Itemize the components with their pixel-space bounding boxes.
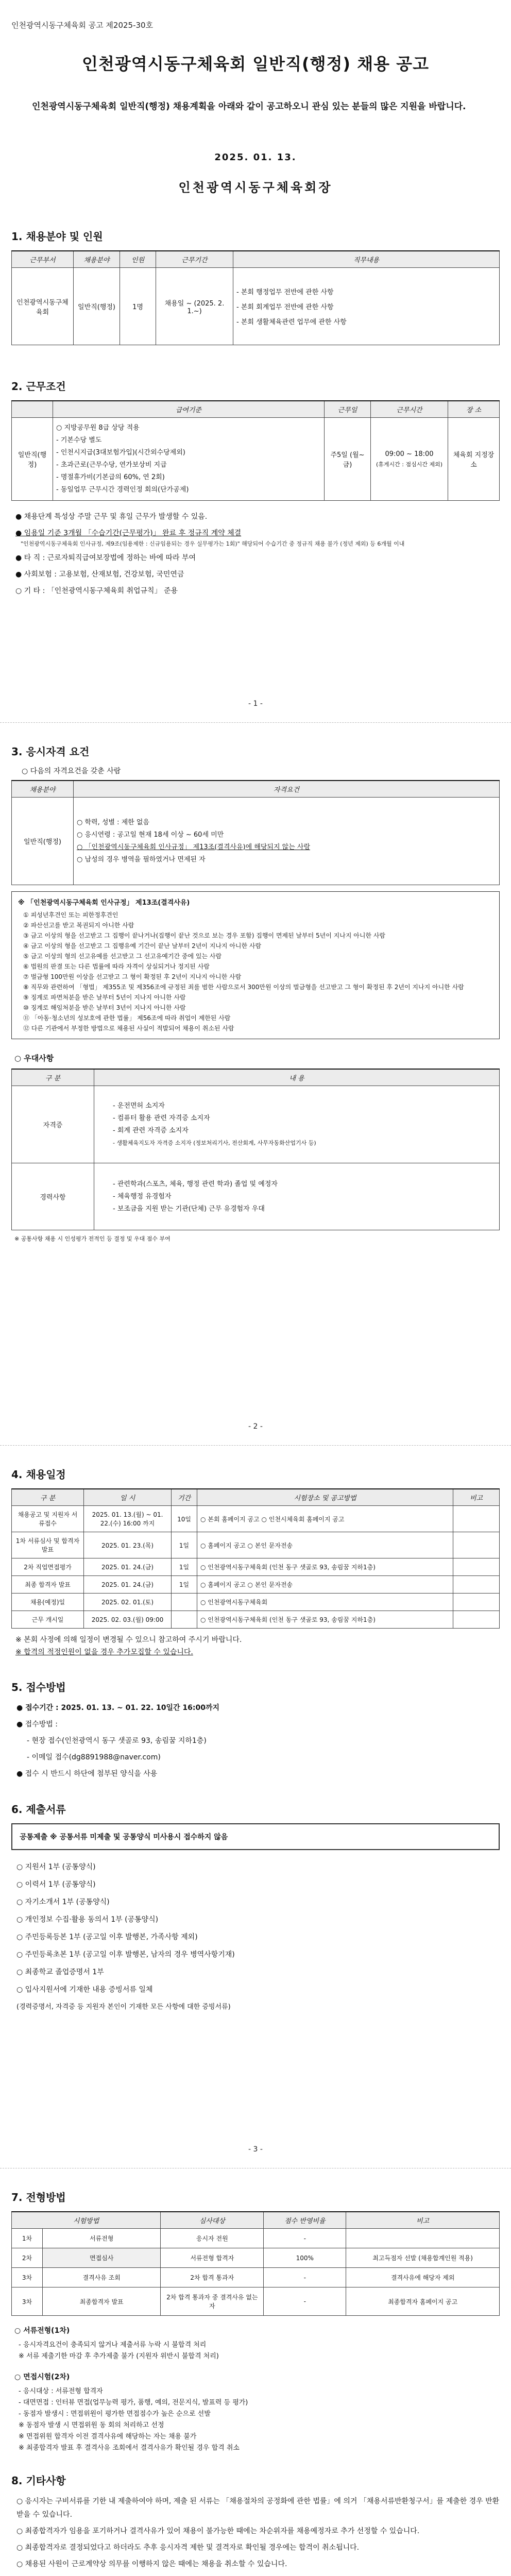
list-item: ※ 면접위원 합격자 이전 결격사유에 해당하는 자는 채용 불가	[19, 2433, 197, 2441]
list-item: ○ 주민등록등본 1부 (공고일 이후 발행본, 가족사항 제외)	[16, 1933, 198, 1941]
table-cell: 체육회 지정장소	[448, 418, 500, 501]
table-header: 급여기준	[53, 401, 325, 418]
list-item: ○ 자기소개서 1부 (공통양식)	[16, 1898, 110, 1906]
documents-notice-box: 공통제출 ※ 공통서류 미제출 및 공통양식 미사용시 접수하지 않음	[11, 1823, 500, 1850]
table-cell: 서류전형	[43, 2229, 161, 2248]
table-cell: 면접심사	[43, 2248, 161, 2268]
table-cell: 주5일 (월~금)	[325, 418, 371, 501]
list-item: (경력증명서, 자격증 등 지원자 본인이 기재한 모든 사항에 대한 증빙서류)	[16, 2003, 231, 2011]
list-item: ○ 최종학교 졸업증명서 1부	[16, 1968, 104, 1976]
list-item: - 초과근로(근무수당, 연가보상비 지급	[56, 461, 167, 469]
table-cell: 최종합격자 발표	[43, 2287, 161, 2316]
table-cell: 근무 개시일	[12, 1611, 84, 1629]
table-cell: ○ 인천광역시동구체육회 (인천 동구 샛골로 93, 송림꿈 지하1층)	[197, 1611, 453, 1629]
table-row	[12, 1576, 500, 1594]
documents-list	[11, 1858, 500, 2016]
list-item: - 보조금을 지원 받는 기관(단체) 근무 유경험자 우대	[113, 1205, 265, 1213]
table-cell: ○ 인천광역시동구체육회	[197, 1594, 453, 1611]
page-number: - 2 -	[248, 1422, 263, 1431]
qualifications-table	[11, 780, 500, 885]
table-row	[12, 2268, 500, 2287]
table-cell: 2025. 02. 03.(월) 09:00	[84, 1611, 172, 1629]
table-cell: ○ 홈페이지 공고 ○ 본인 문자전송	[197, 1532, 453, 1558]
list-item: ④ 금고 이상의 형을 선고받고 그 집행유예 기간이 끝난 날부터 2년이 지나지 아니한 사람	[23, 942, 262, 950]
application-list	[11, 1701, 500, 1781]
table-cell: 일반직(행정)	[12, 798, 74, 885]
list-item: ※ 최종합격자 발표 후 결격사유 조회에서 결격사유가 확인될 경우 합격 취소	[19, 2444, 240, 2452]
misc-list	[11, 2495, 500, 2576]
qualifications-intro: ○ 다음의 자격요건을 갖춘 사람	[22, 767, 121, 775]
table-cell: 2025. 01. 13.(월) ~ 01. 22.(수) 16:00 까지	[84, 1506, 172, 1532]
table-header: 점수 반영비율	[264, 2212, 346, 2229]
organization-name: 인천광역시동구체육회장	[178, 180, 333, 195]
table-row	[12, 2287, 500, 2316]
list-item: - 생활체육지도자 자격증 소지자 (정보처리기사, 전산회계, 사무자동화산업기사 등)	[113, 1139, 316, 1146]
table-cell	[346, 2229, 500, 2248]
note-item: ● 타 직 : 근로자퇴직급여보장법에 정하는 바에 따라 부여	[15, 554, 196, 562]
conditions-table	[11, 400, 500, 501]
page-2	[0, 723, 511, 1446]
list-item: ⑥ 법원의 판결 또는 다른 법률에 따라 자격이 상실되거나 정지된 사람	[23, 963, 210, 970]
list-item: ※ 동점자 발생 시 면접위원 동 회의 처리하고 선정	[19, 2421, 164, 2429]
section-title-conditions: 2. 근무조건	[11, 380, 66, 393]
list-item: ⑧ 직무와 관련하여 「형법」 제355조 및 제356조에 규정된 죄를 범한 사람으로서 300만원 이상의 벌금형을 선고받고 그 형이 확정된 후 2년이 지나지 아니한 사람	[23, 984, 464, 991]
table-cell: -	[264, 2268, 346, 2287]
list-item: - 동점자 발생시 : 면접위원이 평가한 면접점수가 높은 순으로 선발	[19, 2410, 211, 2418]
table-cell	[453, 1576, 500, 1594]
table-header: 근무부서	[12, 251, 74, 268]
table-cell: 인천광역시동구체육회	[12, 268, 74, 345]
list-item: - 본회 회계업무 전반에 관한 사항	[236, 303, 334, 311]
table-row	[12, 2229, 500, 2248]
list-item: - 이메일 접수(dg8891988@naver.com)	[27, 1753, 161, 1761]
pay-cell	[53, 418, 325, 501]
table-cell: 일반직(행정)	[12, 418, 53, 501]
list-item: ⑪ 「아동·청소년의 성보호에 관한 법률」 제56조에 따라 취업이 제한된 사람	[23, 1014, 231, 1022]
list-item: - 응시자격요건이 충족되지 않거나 제출서류 누락 시 불합격 처리	[19, 2341, 207, 2349]
list-item: - 운전면허 소지자	[113, 1101, 165, 1110]
table-header: 자격요건	[74, 781, 500, 798]
table-header: 내 용	[94, 1069, 500, 1086]
list-item: ⑨ 징계로 파면처분을 받은 날부터 5년이 지나지 아니한 사람	[23, 994, 186, 1001]
table-cell: 응시자 전원	[161, 2229, 264, 2248]
table-cell: -	[264, 2287, 346, 2316]
list-item: ○ 응시자는 구비서류를 기한 내 제출하여야 하며, 제출 된 서류는 「채용절차의 공정화에 관한 법률」에 의거 「채용서류반환청구서」를 제출한 경우 반환 받을 수 있습니다.	[16, 2497, 500, 2519]
table-header: 직무내용	[233, 251, 500, 268]
section-title-schedule: 4. 채용일정	[11, 1468, 66, 1481]
preferences-title: ○ 우대사항	[14, 1054, 54, 1063]
conditions-notes	[11, 510, 500, 598]
table-cell: 최종합격자 홈페이지 공고	[346, 2287, 500, 2316]
table-header: 비고	[453, 1489, 500, 1506]
table-header	[12, 401, 53, 418]
table-cell: 1일	[172, 1558, 197, 1576]
list-item: ○ 최종합격자가 임용을 포기하거나 결격사유가 있어 채용이 불가능한 때에는 차순위자를 채용예정자로 추가 선정할 수 있습니다.	[16, 2527, 420, 2535]
disqualification-title: ※ 「인천광역시동구체육회 인사규정」 제13조(결격사유)	[18, 899, 190, 907]
list-item: ○ 학력, 성별 : 제한 없음	[77, 818, 149, 826]
table-header: 채용분야	[74, 251, 120, 268]
table-cell: 1일	[172, 1576, 197, 1594]
table-cell: 결격사유 조회	[43, 2268, 161, 2287]
table-header: 구 분	[12, 1069, 94, 1086]
document-screening-title: ○ 서류전형(1차)	[14, 2327, 70, 2335]
note-item: ○ 기 타 : 「인천광역시동구체육회 취업규칙」 준용	[15, 587, 178, 595]
page-title: 인천광역시동구체육회 일반직(행정) 채용 공고	[81, 54, 429, 74]
section-title-recruitment: 1. 채용분야 및 인원	[11, 230, 103, 243]
table-header: 비고	[346, 2212, 500, 2229]
table-cell: ○ 인천광역시동구체육회 (인천 동구 샛골로 93, 송림꿈 지하1층)	[197, 1558, 453, 1576]
table-cell	[453, 1532, 500, 1558]
probation-note: ● 임용일 기준 3개월 「수습기간(근무평가)」 완료 후 정규직 계약 체결	[15, 529, 242, 537]
schedule-table	[11, 1488, 500, 1629]
table-cell: 2025. 01. 24.(금)	[84, 1558, 172, 1576]
table-header: 기간	[172, 1489, 197, 1506]
section-title-selection: 7. 전형방법	[11, 2191, 66, 2204]
table-cell: 2차 합격 통과자 중 결격사유 없는 자	[161, 2287, 264, 2316]
table-header: 시험장소 및 공고방법	[197, 1489, 453, 1506]
table-row	[12, 2248, 500, 2268]
section-title-qualifications: 3. 응시자격 요건	[11, 745, 90, 758]
list-item: ○ 응시연령 : 공고일 현재 18세 이상 ~ 60세 미만	[77, 831, 224, 839]
section-title-misc: 8. 기타사항	[11, 2475, 66, 2487]
work-hours: 09:00 ~ 18:00	[385, 450, 434, 458]
list-item: ○ 입사지원서에 기재한 내용 증빙서류 일체	[16, 1986, 153, 1994]
table-row	[12, 1594, 500, 1611]
table-cell	[453, 1594, 500, 1611]
list-item: - 컴퓨터 활용 관련 자격증 소지자	[113, 1114, 210, 1122]
table-cell: 최고득점자 선발 (채용합계인원 적용)	[346, 2248, 500, 2268]
table-header: 채용분야	[12, 781, 74, 798]
table-row	[12, 1506, 500, 1532]
list-item: ○ 최종합격자로 결정되었다고 하더라도 추후 응시자격 제한 및 결격자로 확인될 경우에는 합격이 취소됩니다.	[16, 2544, 360, 2552]
preference-items-cell	[94, 1086, 500, 1163]
table-cell: 10일	[172, 1506, 197, 1532]
table-cell: 채용(예정)일	[12, 1594, 84, 1611]
list-item: - 기본수당 별도	[56, 436, 102, 444]
page-number: - 3 -	[248, 2145, 263, 2154]
list-item: ○ 지방공무원 8급 상당 적용	[56, 424, 140, 432]
table-cell: 서류전형 합격자	[161, 2248, 264, 2268]
note-item: ※ 합격의 적정인원이 없을 경우 추가모집할 수 있습니다.	[15, 1648, 193, 1656]
preferences-table	[11, 1069, 500, 1230]
list-item: - 관련학과(스포츠, 체육, 행정 관련 학과) 졸업 및 예정자	[113, 1180, 278, 1188]
table-header: 장 소	[448, 401, 500, 418]
page-4	[0, 2168, 511, 2576]
list-item: ※ 서류 제출기한 마감 후 추가제출 불가 (지원자 위반시 불합격 처리)	[19, 2352, 219, 2360]
list-item: ⑫ 다른 기관에서 부정한 방법으로 채용된 사실이 적발되어 채용이 취소된 사람	[23, 1025, 234, 1032]
table-header: 시험방법	[12, 2212, 161, 2229]
list-item: ② 파산선고를 받고 복권되지 아니한 사람	[23, 922, 134, 929]
note-item: ※ 본회 사정에 의해 일정이 변경될 수 있으니 참고하여 주시기 바랍니다.	[15, 1636, 242, 1644]
time-cell	[371, 418, 448, 501]
table-header: 구 분	[12, 1489, 84, 1506]
list-item: ○ 「인천광역시동구체육회 인사규정」 제13조(결격사유)에 해당되지 않는 사람	[77, 843, 311, 851]
note-item	[15, 527, 500, 548]
page-number: - 1 -	[248, 700, 263, 708]
interview-title: ○ 면접시험(2차)	[14, 2373, 70, 2381]
table-cell: 2025. 01. 24.(금)	[84, 1576, 172, 1594]
note-item: ● 채용단계 특성상 주말 근무 및 휴일 근무가 발생할 수 있음.	[15, 513, 208, 521]
table-row	[12, 1532, 500, 1558]
table-cell: 채용공고 및 지원자 서류접수	[12, 1506, 84, 1532]
list-item: ○ 이력서 1부 (공통양식)	[16, 1880, 96, 1889]
list-item: - 본회 행정업무 전반에 관한 사항	[236, 289, 334, 296]
table-cell: 최종 합격자 발표	[12, 1576, 84, 1594]
notice-date: 2025. 01. 13.	[214, 152, 297, 163]
list-item: ● 접수 시 반드시 하단에 첨부된 양식을 사용	[16, 1770, 158, 1778]
table-cell	[172, 1611, 197, 1629]
preferences-note: ※ 공통사항 채용 시 인성평가 전적인 등 결정 및 우대 점수 부여	[14, 1235, 171, 1242]
list-item: ● 접수기간 : 2025. 01. 13. ~ 01. 22. 10일간 16:00까지	[16, 1704, 220, 1712]
table-header: 인원	[120, 251, 156, 268]
table-cell: 100%	[264, 2248, 346, 2268]
list-item: - 명절휴가비(기본급의 60%, 연 2회)	[56, 473, 165, 481]
disqualification-box	[11, 891, 500, 1039]
table-cell: 일반직(행정)	[74, 268, 120, 345]
note-item: ● 사회보험 : 고용보험, 산재보험, 건강보험, 국민연금	[15, 570, 184, 579]
table-cell: 2025. 01. 23.(목)	[84, 1532, 172, 1558]
table-cell: ○ 홈페이지 공고 ○ 본인 문자전송	[197, 1576, 453, 1594]
list-item: ○ 채용된 사원이 근로계약상 의무를 이행하지 않은 때에는 채용을 취소할 수 있습니다.	[16, 2560, 287, 2568]
recruitment-table	[11, 250, 500, 345]
list-item: - 인천시지급(3대보험가입)(시간외수당제외)	[56, 449, 185, 456]
list-item: ○ 지원서 1부 (공통양식)	[16, 1863, 96, 1871]
list-item: ③ 금고 이상의 형을 선고받고 그 집행이 끝나거나(집행이 끝난 것으로 보는 경우 포함) 집행이 면제된 날부터 5년이 지나지 아니한 사람	[23, 932, 386, 939]
schedule-notes	[11, 1634, 500, 1658]
table-cell: 1차 서류심사 및 합격자 발표	[12, 1532, 84, 1558]
table-cell: 2차 직업면접평가	[12, 1558, 84, 1576]
section-title-documents: 6. 제출서류	[11, 1803, 66, 1816]
list-item: - 회계 관련 자격증 소지자	[113, 1126, 189, 1134]
list-item: - 동일업무 근무시간 경력인정 회의(단가공제)	[56, 486, 189, 494]
table-cell: -	[264, 2229, 346, 2248]
table-cell: 1차	[12, 2229, 43, 2248]
table-cell: 결격사유에 해당자 제외	[346, 2268, 500, 2287]
list-item	[16, 2574, 500, 2576]
probation-reference: "인천광역시동구체육회 인사규정, 제9조(임용제한 : 신규임용되는 경우 실무평가는 1회)" 해당되어 수습기간 중 정규직 채용 불가 (정년 제외) 등 6개월 이내	[21, 540, 405, 547]
table-cell: 2차	[12, 2248, 43, 2268]
table-cell: 3차	[12, 2287, 43, 2316]
notice-number: 인천광역시동구체육회 공고 제2025-30호	[11, 21, 154, 30]
page-1	[0, 0, 511, 723]
table-header: 일 시	[84, 1489, 172, 1506]
table-cell	[172, 1594, 197, 1611]
table-header: 근무기간	[156, 251, 233, 268]
table-cell: 3차	[12, 2268, 43, 2287]
table-header: 근무시간	[371, 401, 448, 418]
preference-items-cell	[94, 1163, 500, 1230]
list-item: ⑦ 벌금형 100만원 이상을 선고받고 그 형이 확정된 후 2년이 지나지 아니한 사람	[23, 973, 242, 980]
table-cell	[453, 1558, 500, 1576]
section-title-application: 5. 접수방법	[11, 1681, 66, 1693]
table-cell	[453, 1611, 500, 1629]
table-row	[12, 1558, 500, 1576]
list-item: - 본회 생활체육관련 업무에 관한 사항	[236, 318, 347, 326]
list-item: ○ 남성의 경우 병역을 필하였거나 면제된 자	[77, 855, 206, 863]
table-cell: 1명	[120, 268, 156, 345]
list-item: - 현장 접수(인천광역시 동구 샛골로 93, 송림꿈 지하1층)	[27, 1737, 207, 1745]
table-cell: 채용일 ~ (2025. 2. 1.~)	[156, 268, 233, 345]
page-3	[0, 1446, 511, 2168]
table-cell: 2025. 02. 01.(토)	[84, 1594, 172, 1611]
duty-list-cell	[233, 268, 500, 345]
list-item: ① 피성년후견인 또는 피한정후견인	[23, 911, 118, 919]
intro-paragraph: 인천광역시동구체육회 일반직(행정) 채용계획을 아래와 같이 공고하오니 관심 있는 분들의 많은 지원을 바랍니다.	[32, 101, 466, 112]
table-header: 심사대상	[161, 2212, 264, 2229]
work-hours-note: (휴게시간 : 점심시간 제외)	[376, 461, 443, 468]
selection-table	[11, 2211, 500, 2316]
list-item: ○ 개인정보 수집·활용 동의서 1부 (공통양식)	[16, 1916, 159, 1924]
table-cell: 1일	[172, 1532, 197, 1558]
conditions-cell	[74, 798, 500, 885]
list-item: ○ 주민등록초본 1부 (공고일 이후 발행본, 남자의 경우 병역사항기재)	[16, 1951, 235, 1959]
table-cell: ○ 본회 홈페이지 공고 ○ 인천시체육회 홈페이지 공고	[197, 1506, 453, 1532]
list-item: ⑤ 금고 이상의 형의 선고유예를 선고받고 그 선고유예기간 중에 있는 사람	[23, 953, 222, 960]
table-cell	[453, 1506, 500, 1532]
table-cell: 2차 합격 통과자	[161, 2268, 264, 2287]
list-item: ● 접수방법 :	[16, 1720, 58, 1728]
list-item: ⑩ 징계로 해임처분을 받은 날부터 3년이 지나지 아니한 사람	[23, 1004, 186, 1011]
table-cell: 자격증	[12, 1086, 94, 1163]
list-item: - 응시대상 : 서류전형 합격자	[19, 2387, 103, 2395]
table-header: 근무일	[325, 401, 371, 418]
list-item: - 체육행정 유경험자	[113, 1192, 172, 1200]
table-cell: 경력사항	[12, 1163, 94, 1230]
table-row	[12, 1611, 500, 1629]
list-item: - 대면면접 : 인터뷰 면접(업무능력 평가, 품행, 예의, 전문지식, 발표력 등 평가)	[19, 2399, 248, 2406]
